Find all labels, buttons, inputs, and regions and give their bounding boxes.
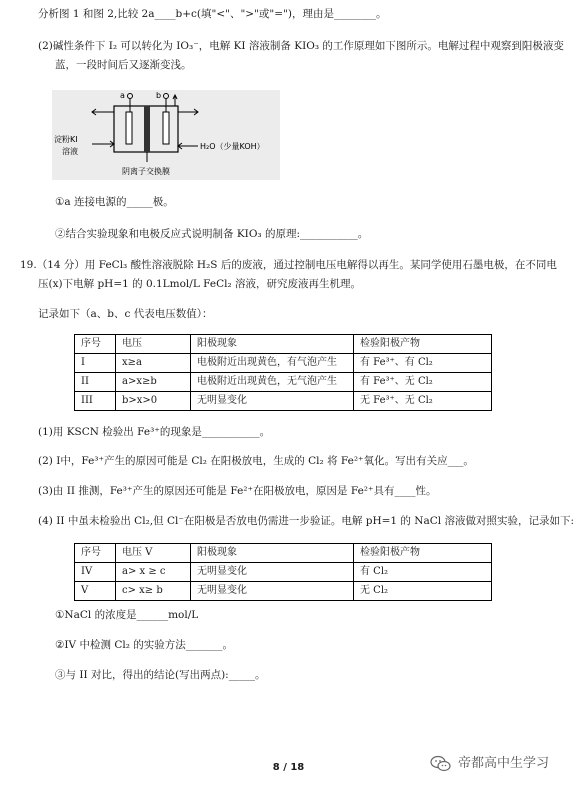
- table-header: 序号: [75, 335, 116, 354]
- table-header: 阳极现象: [191, 544, 354, 563]
- table-cell: 无 Cl₂: [354, 582, 492, 601]
- table-header: 电压 V: [116, 544, 191, 563]
- q-line-5: ②结合实验现象和电极反应式说明制备 KIO₃ 的原理:___________。: [55, 228, 369, 240]
- q-line-3: 蓝，一段时间后又逐渐变浅。: [55, 59, 192, 71]
- table-cell: 无明显变化: [191, 582, 354, 601]
- table-cell: c> x≥ b: [116, 582, 191, 601]
- table-cell: b>x>0: [116, 392, 191, 411]
- table-cell: I: [75, 354, 116, 373]
- watermark: [430, 755, 549, 773]
- q-line-8: 记录如下（a、b、c 代表电压数值）：: [38, 308, 213, 320]
- q-line-7: 压(x)下电解 pH=1 的 0.1Lmol/L FeCl₂ 溶液，研究废液再生机理。: [38, 278, 362, 290]
- table-cell: 有 Fe³⁺、有 Cl₂: [354, 354, 492, 373]
- table-header-row: [75, 335, 492, 354]
- table-cell: 电极附近出现黄色，有气泡产生: [191, 354, 354, 373]
- table-cell: V: [75, 582, 116, 601]
- table-header: 检验阳极产物: [354, 544, 492, 563]
- table-cell: IV: [75, 563, 116, 582]
- table-cell: II: [75, 373, 116, 392]
- diagram-bottom-text: 阴离子交换膜: [122, 167, 170, 176]
- watermark-text: 帝都高中生学习: [458, 755, 550, 771]
- table-row: [75, 582, 492, 601]
- table-header: 序号: [75, 544, 116, 563]
- diagram-left-text-2: 溶液: [62, 147, 78, 156]
- diagram-left-text-1: 淀粉KI: [54, 135, 78, 144]
- table-cell: III: [75, 392, 116, 411]
- table-row: [75, 563, 492, 582]
- q-line-11: (3)由 II 推测，Fe³⁺产生的原因还可能是 Fe²⁺在阳极放电，原因是 Fe²⁺具有____性。: [38, 485, 437, 497]
- table-cell: x≥a: [116, 354, 191, 373]
- diagram-label-a: a: [120, 91, 125, 100]
- table-cell: 无明显变化: [191, 563, 354, 582]
- q-line-14: ②IV 中检测 Cl₂ 的实验方法_______。: [55, 639, 234, 651]
- q-line-2: (2)碱性条件下 I₂ 可以转化为 IO₃⁻，电解 KI 溶液制备 KIO₃ 的工作原理如下图所示。电解过程中观察到阳极液变: [38, 40, 564, 52]
- diagram-label-b: b: [156, 91, 162, 100]
- table-header-row: [75, 544, 492, 563]
- q-line-13: ①NaCl 的浓度是______mol/L: [55, 609, 199, 621]
- table-cell: 无 Fe³⁺、无 Cl₂: [354, 392, 492, 411]
- table-cell: a> x ≥ c: [116, 563, 191, 582]
- q-line-6: 19.（14 分）用 FeCl₃ 酸性溶液脱除 H₂S 后的废液，通过控制电压电解得以再生。某同学使用石墨电极，在不同电: [20, 259, 557, 271]
- table-cell: 电极附近出现黄色，无气泡产生: [191, 373, 354, 392]
- table-header: 阳极现象: [191, 335, 354, 354]
- table-header: 电压: [116, 335, 191, 354]
- q-line-12: (4) II 中虽未检验出 Cl₂,但 Cl⁻在阳极是否放电仍需进一步验证。电解 pH=1 的 NaCl 溶液做对照实验，记录如下:: [38, 515, 574, 527]
- page-number: 8 / 18: [272, 762, 305, 773]
- table-row: [75, 354, 492, 373]
- table-header: 检验阳极产物: [354, 335, 492, 354]
- table-cell: 有 Fe³⁺、无 Cl₂: [354, 373, 492, 392]
- table-row: [75, 392, 492, 411]
- table-cell: a>x≥b: [116, 373, 191, 392]
- q-line-9: (1)用 KSCN 检验出 Fe³⁺的现象是___________。: [38, 426, 271, 438]
- q-line-10: (2) I中，Fe³⁺产生的原因可能是 Cl₂ 在阳极放电，生成的 Cl₂ 将 Fe²⁺氧化。写出有关应___。: [38, 455, 474, 467]
- q-line-1: 分析图 1 和图 2,比较 2a____b+c(填"<"、">"或"=")，理由是________。: [38, 8, 387, 20]
- diagram-right-text: H₂O（少量KOH）: [200, 142, 265, 151]
- table-row: [75, 373, 492, 392]
- wechat-icon: [430, 755, 452, 773]
- q-line-15: ③与 II 对比，得出的结论(写出两点):_____。: [55, 669, 266, 681]
- results-table-2: [74, 543, 492, 601]
- table-cell: 无明显变化: [191, 392, 354, 411]
- table-cell: 有 Cl₂: [354, 563, 492, 582]
- electrolysis-diagram: [52, 90, 280, 180]
- results-table-1: [74, 334, 492, 411]
- q-line-4: ①a 连接电源的_____极。: [55, 196, 174, 208]
